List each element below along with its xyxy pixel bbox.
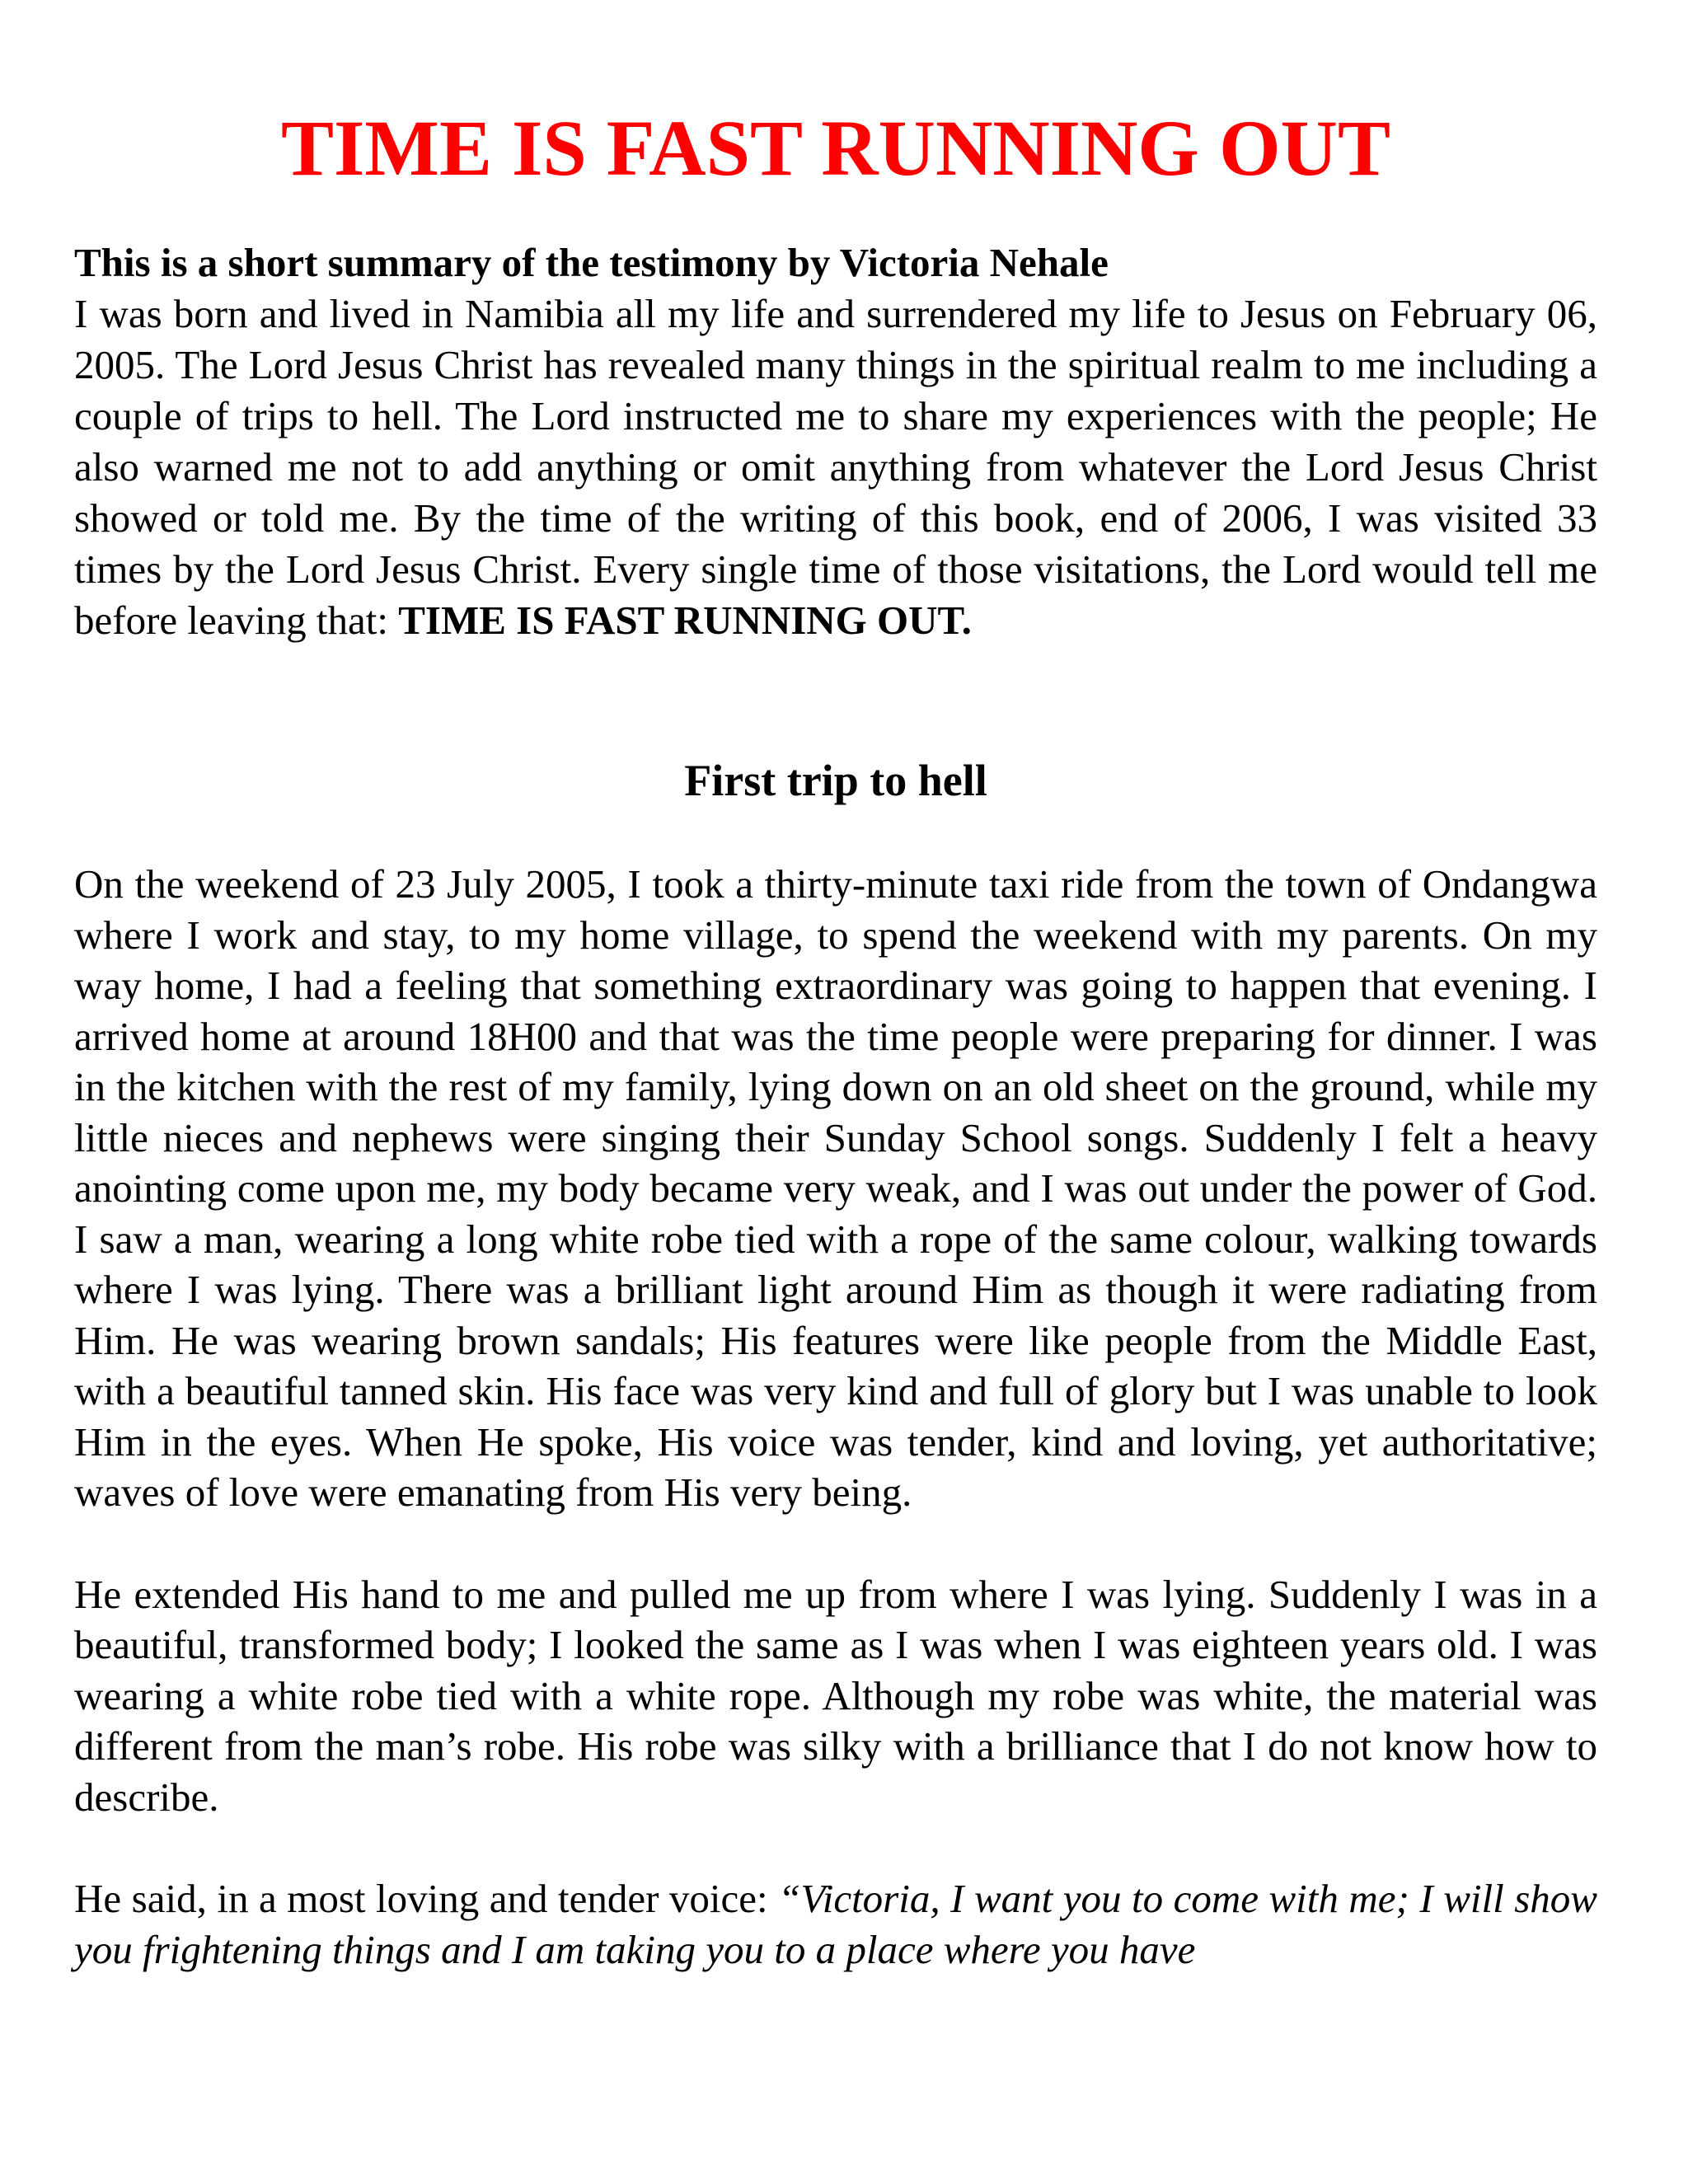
intro-body: I was born and lived in Namibia all my life and surrendered my life to Jesus on February 06, 2005. The Lord Jesus Christ has revealed many things in the spiritual realm to me including a couple of trips to hell. The Lord instructed me to share my experiences with the people; He also warned me not to add anything or omit anything from whatever the Lord Jesus Christ showed or told me. By the time of the writing of this book, end of 2006, I was visited 33 times by the Lord Jesus Christ. Every single time of those visitations, the Lord would tell me before leaving that: — [74, 291, 1597, 643]
document-title: TIME IS FAST RUNNING OUT — [280, 104, 1390, 192]
paragraph-3 — [74, 1873, 1597, 1975]
paragraph-3-lead: He said, in a most loving and tender voice: — [74, 1876, 779, 1921]
paragraph-2: He extended His hand to me and pulled me up from where I was lying. Suddenly I was in a beautiful, transformed body; I looked the same as I was when I was eighteen years old. I was wearing a white robe tied with a white rope. Although my robe was white, the material was different from the man’s robe. His robe was silky with a brilliance that I do not know how to describe. — [74, 1571, 1597, 1820]
section-title: First trip to hell — [684, 756, 987, 805]
document-page — [74, 99, 1597, 1975]
paragraph-1: On the weekend of 23 July 2005, I took a thirty-minute taxi ride from the town of Ondangwa where I work and stay, to my home village, to spend the weekend with my parents. On my way home, I had a feeling that something extraordinary was going to happen that evening. I arrived home at around 18H00 and that was the time people were preparing for dinner. I was in the kitchen with the rest of my family, lying down on an old sheet on the ground, while my little nieces and nephews were singing their Sunday School songs. Suddenly I felt a heavy anointing come upon me, my body became very weak, and I was out under the power of God. I saw a man, wearing a long white robe tied with a rope of the same colour, walking towards where I was lying. There was a brilliant light around Him as though it were radiating from Him. He was wearing brown sandals; His features were like people from the Middle East, with a beautiful tanned skin. His face was very kind and full of glory but I was unable to look Him in the eyes. When He spoke, His voice was tender, kind and loving, yet authoritative; waves of love were emanating from His very being. — [74, 861, 1597, 1515]
intro-emphasis: TIME IS FAST RUNNING OUT. — [398, 598, 972, 643]
paragraph-3-quote: “Victoria, I want you to come with me; I will show you frightening things and I am taking you to a place where you have — [74, 1876, 1597, 1972]
intro-block — [74, 237, 1597, 646]
intro-heading: This is a short summary of the testimony by Victoria Nehale — [74, 240, 1109, 285]
